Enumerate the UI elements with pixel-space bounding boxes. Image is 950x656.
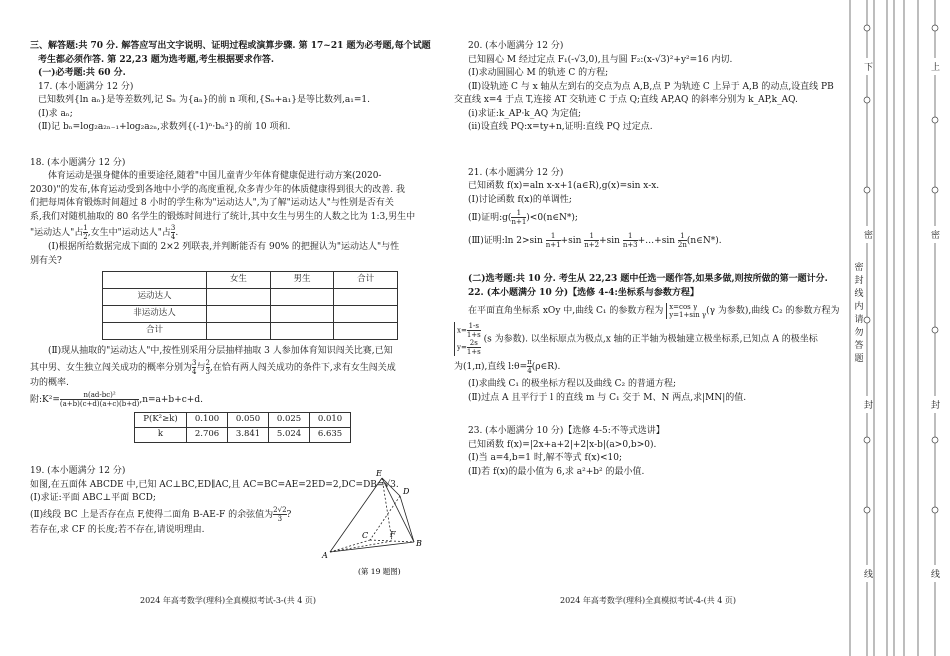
table-row <box>135 428 351 443</box>
table-cell: P(K²≥k) <box>135 413 187 428</box>
table-cell <box>207 323 271 340</box>
binding-mark: 下 <box>864 58 873 75</box>
q22-c2 <box>454 322 840 356</box>
q18-part2-b3: ,在恰有两人闯关成功的条件下,求有女生闯关成 <box>209 362 396 373</box>
vertex-label-f: F <box>390 530 396 539</box>
binding-hole <box>864 187 870 193</box>
q23-header: 23. (本小题满分 10 分)【选修 4-5:不等式选讲】 <box>468 426 665 436</box>
frac-num: 2√2 <box>273 505 287 514</box>
table-cell: 0.025 <box>269 413 310 428</box>
fraction <box>273 506 286 523</box>
table-cell: 运动达人 <box>103 289 207 306</box>
frac-den: 3 <box>205 367 210 376</box>
frac-den: 3 <box>277 514 283 523</box>
table-cell: 0.010 <box>310 413 351 428</box>
q18-part2-b2: 与 <box>196 362 206 373</box>
frac-num: 1 <box>83 224 88 232</box>
pentahedron-diagram <box>312 466 430 578</box>
fraction <box>511 209 526 226</box>
table-cell <box>207 289 271 306</box>
vertex-label-a: A <box>322 551 328 560</box>
q18-header: 18. (本小题满分 12 分) <box>30 157 126 168</box>
binding-mark: 密 <box>931 226 940 243</box>
frac-num: 2s <box>467 339 481 348</box>
edge <box>370 540 414 542</box>
table-cell <box>270 289 334 306</box>
q19-figure <box>312 466 430 578</box>
table-cell: 女生 <box>207 272 271 289</box>
table-cell: 合计 <box>103 323 207 340</box>
fraction <box>678 232 687 249</box>
q18-p1: 体育运动是强身健体的重要途径,随着"中国儿童青少年体育健康促进行动方案(2020- <box>48 171 382 181</box>
param-y: y= $\frac{2s}{1+s}$ <box>457 339 481 356</box>
q18-part2-cont <box>30 359 450 377</box>
binding-hole <box>932 507 938 513</box>
q23-stem: 已知函数 f(x)=|2x+a+2|+2|x-b|(a>0,b>0). <box>468 439 657 450</box>
param-y: y=1+sin γ <box>669 310 707 319</box>
frac-den: n+3 <box>622 241 638 249</box>
edge <box>382 478 400 496</box>
q18-p5-a: "运动达人"占 <box>30 228 84 238</box>
section3-title-cont: 考生都必须作答. 第 22,23 题为选考题,考生根据要求作答. <box>38 54 274 65</box>
frac-den: 2n <box>677 241 687 249</box>
series-sep: (n∈N*). <box>686 236 722 246</box>
q20-part1: (Ⅰ)求动圆圆心 M 的轨迹 C 的方程; <box>468 68 609 78</box>
q18-part2: (Ⅱ)现从抽取的"运动达人"中,按性别采用分层抽样抽取 3 人参加体育知识闯关比赛,已知 <box>48 346 393 356</box>
vertex-label-e: E <box>376 469 382 478</box>
q21-stem: 已知函数 f(x)=aln x-x+1(a∈R),g(x)=sin x-x. <box>468 181 660 191</box>
fraction <box>467 339 481 356</box>
q20-sub1: (ⅰ)求证:k_AP·k_AQ 为定值; <box>468 108 582 119</box>
q21-part2-a: (Ⅱ)证明:g( <box>468 213 512 223</box>
q17-part1: (Ⅰ)求 aₙ; <box>38 108 73 119</box>
frac-den: 2 <box>83 233 88 241</box>
q22-part2: (Ⅱ)过点 A 且平行于 l 的直线 m 与 C₁ 交于 M、N 两点,求|MN|的值. <box>468 392 747 403</box>
left-page <box>30 40 450 537</box>
q23-part2: (Ⅱ)若 f(x)的最小值为 6,求 a²+b² 的最小值. <box>468 466 645 477</box>
frac-den: n+1 <box>545 241 561 249</box>
param-system-c1 <box>666 303 706 319</box>
q18-part2-end: 功的概率. <box>30 377 69 388</box>
q19-header: 19. (本小题满分 12 分) <box>30 466 126 476</box>
binding-hole <box>932 437 938 443</box>
table-cell: 3.841 <box>228 428 269 443</box>
q21-part1: (Ⅰ)讨论函数 f(x)的单调性; <box>468 194 572 205</box>
binding-mark: 密 <box>864 226 873 243</box>
table-row <box>135 413 351 428</box>
frac-num: 3 <box>192 358 197 367</box>
q23-part1: (Ⅰ)当 a=4,b=1 时,解不等式 f(x)<10; <box>468 453 622 463</box>
frac-num: n(ad-bc)² <box>60 391 139 400</box>
table-cell <box>334 323 398 340</box>
frac-num: 1 <box>511 209 526 218</box>
q18-p2: 2030)"的发布,体育运动受到各地中小学的高度重视,众多青少年的体质健康得到很大的改善. 我 <box>30 184 406 195</box>
frac-num: 1 <box>546 232 561 241</box>
q22-line <box>454 356 840 378</box>
table-row <box>103 289 398 306</box>
edge <box>330 542 414 552</box>
binding-hole <box>932 327 938 333</box>
edge <box>330 478 382 552</box>
binding-hole <box>932 25 938 31</box>
q20-part2-cont: 交直线 x=4 于点 T,连接 AT 交轨迹 C 于点 Q;直线 AP,AQ 的斜率分别为 k_AP,k_AQ. <box>454 95 798 105</box>
binding-mark: 上 <box>931 58 940 75</box>
q22-stem-c: (s 为参数). 以坐标原点为极点,x 轴的正半轴为极轴建立极坐标系,已知点 A 的极坐标 <box>483 334 818 345</box>
table-cell: 0.050 <box>228 413 269 428</box>
formula-tail: ,n=a+b+c+d. <box>139 395 203 405</box>
table-cell: 男生 <box>270 272 334 289</box>
critical-value-table <box>134 412 351 443</box>
param-x: x= $\frac{1-s}{1+s}$ <box>457 322 481 339</box>
binding-hole <box>864 507 870 513</box>
right-page <box>454 40 840 479</box>
q21-part2 <box>468 207 840 229</box>
table-cell: 非运动达人 <box>103 306 207 323</box>
vertex-label-b: B <box>416 539 422 548</box>
q20-part2: (Ⅱ)设轨迹 C 与 x 轴从左到右的交点为点 A,B,点 P 为轨迹 C 上异于 A,B 的动点,设直线 PB <box>468 81 834 92</box>
series-sep: +sin <box>599 236 620 246</box>
binding-hole <box>864 25 870 31</box>
binding-mark: 封 <box>864 396 873 413</box>
q19-part2-a: (Ⅱ)线段 BC 上是否存在点 F,使得二面角 B-AE-F 的余弦值为 <box>30 509 274 520</box>
frac-den: 1+s <box>466 348 481 356</box>
q22-stem-b: (γ 为参数),曲线 C₂ 的参数方程为 <box>706 306 840 316</box>
table-cell: 6.635 <box>310 428 351 443</box>
q18-p5 <box>30 224 450 241</box>
q17-stem: 已知数列{ln aₙ}是等差数列,记 Sₙ 为{aₙ}的前 n 项和,{Sₙ+a₁}是等比数列,a₁=1. <box>38 95 370 105</box>
table-cell <box>334 306 398 323</box>
q18-p5-c: . <box>175 228 179 238</box>
table-cell <box>207 306 271 323</box>
q19-part2-cont: 若存在,求 CF 的长度;若不存在,请说明理由. <box>30 524 205 535</box>
fraction <box>467 322 481 339</box>
table-cell <box>270 306 334 323</box>
series-sep: +…+sin <box>637 236 676 246</box>
q18-p3: 们把每周体育锻炼时间超过 8 小时的学生称为"运动达人",为了解"运动达人"与性别是否有关 <box>30 198 394 208</box>
frac-den: n+2 <box>584 241 600 249</box>
q22-stem-d-a: 为(1,π),直线 l:θ= <box>454 362 528 372</box>
footer-right: 2024 年高考数学(理科)全真模拟考试-4-(共 4 页) <box>560 596 737 605</box>
table-cell <box>334 289 398 306</box>
q22-stem-d-b: (ρ∈R). <box>531 362 561 372</box>
formula-label: 附:K²= <box>30 395 60 405</box>
frac-num: 1 <box>623 232 638 241</box>
table-cell <box>103 272 207 289</box>
q18-formula <box>30 390 450 410</box>
footer-left: 2024 年高考数学(理科)全真模拟考试-3-(共 4 页) <box>140 596 317 605</box>
q21-part2-b: )<0(n∈N*); <box>526 213 578 223</box>
contingency-table <box>102 271 398 340</box>
fraction <box>584 232 599 249</box>
table-cell: 0.100 <box>187 413 228 428</box>
fraction <box>546 232 561 249</box>
frac-num: 2 <box>205 358 210 367</box>
section3-title: 三、解答题:共 70 分. 解答应写出文字说明、证明过程或演算步骤. 第 17~21 题为必考题,每个试题 <box>30 41 431 51</box>
param-system-c2 <box>454 322 481 356</box>
table-cell <box>270 323 334 340</box>
q20-header: 20. (本小题满分 12 分) <box>468 41 564 51</box>
frac-num: 1-s <box>468 322 479 330</box>
edge <box>330 540 370 552</box>
frac-num: 1 <box>678 232 687 241</box>
table-cell: 2.706 <box>187 428 228 443</box>
frac-num: 1 <box>584 232 599 241</box>
required-title: (一)必考题:共 60 分. <box>38 68 126 78</box>
fraction <box>623 232 638 249</box>
table-row <box>103 323 398 340</box>
q19-part1: (Ⅰ)求证:平面 ABC⊥平面 BCD; <box>30 493 156 503</box>
binding-mark: 线 <box>864 565 873 582</box>
q19-part2-b: ? <box>286 509 292 520</box>
q18-part1: (Ⅰ)根据所给数据完成下面的 2×2 列联表,并判断能否有 90% 的把握认为"运动达人"与性 <box>48 242 400 252</box>
vertex-label-d: D <box>403 487 410 496</box>
q22-header: 22. (本小题满分 10 分)【选修 4-4:坐标系与参数方程】 <box>468 287 699 298</box>
table-cell: 5.024 <box>269 428 310 443</box>
table-cell: 合计 <box>334 272 398 289</box>
binding-mark: 封 <box>931 396 940 413</box>
q17-part2: (Ⅱ)记 bₙ=log₂a₂ₙ₋₁+log₂a₂ₙ,求数列{(-1)ⁿ·bₙ²}的前 10 项和. <box>38 122 291 132</box>
frac-num: π <box>527 358 532 366</box>
vertex-label-c: C <box>362 531 369 540</box>
q20-stem: 已知圆心 M 经过定点 F₁(-√3,0),且与圆 F₂:(x-√3)²+y²=16 内切. <box>468 54 733 65</box>
frac-den: 1+s <box>466 331 481 339</box>
q18-p4: 系,我们对随机抽取的 80 名学生的锻炼时间进行了统计,其中女生与男生的人数之比为 1:3,男生中 <box>30 211 416 222</box>
table-row <box>103 306 398 323</box>
frac-den: (a+b)(c+d)(a+c)(b+d) <box>59 400 140 408</box>
optional-title: (二)选考题:共 10 分. 考生从 22,23 题中任选一题作答,如果多做,则按所做的第一题计分. <box>468 274 828 284</box>
frac-den: 4 <box>192 367 197 376</box>
q21-part3-a: (Ⅲ)证明:ln 2>sin <box>468 236 543 246</box>
formula-fraction <box>60 391 139 408</box>
frac-den: 4 <box>170 233 176 241</box>
binding-hole <box>864 437 870 443</box>
q22-stem-a: 在平面直角坐标系 xOy 中,曲线 C₁ 的参数方程为 <box>468 306 664 316</box>
table-cell: k <box>135 428 187 443</box>
q20-sub2: (ⅱ)设直线 PQ:x=ty+n,证明:直线 PQ 过定点. <box>468 122 653 132</box>
q21-header: 21. (本小题满分 12 分) <box>468 167 564 178</box>
q19-stem: 如图,在五面体 ABCDE 中,已知 AC⊥BC,ED∥AC,且 AC=BC=AE=2ED=2,DC=DB=√3. <box>30 479 399 490</box>
param-x: x=cos γ <box>669 302 698 311</box>
binding-hole <box>864 97 870 103</box>
q21-part3 <box>468 229 840 253</box>
frac-num: 3 <box>170 224 176 232</box>
binding-mark: 线 <box>931 565 940 582</box>
frac-den: n+1 <box>511 218 527 226</box>
q18-p5-b: ,女生中"运动达人"占 <box>87 228 171 238</box>
q18-part1-cont: 别有关? <box>30 255 62 266</box>
binding-hole <box>932 187 938 193</box>
q18-part2-b1: 其中男、女生独立闯关成功的概率分别为 <box>30 362 193 373</box>
q22-stem <box>468 300 840 322</box>
binding-hole <box>932 117 938 123</box>
q17-header: 17. (本小题满分 12 分) <box>38 81 134 92</box>
table-header-row <box>103 272 398 289</box>
q22-part1: (Ⅰ)求曲线 C₁ 的极坐标方程以及曲线 C₂ 的普通方程; <box>468 379 677 389</box>
series-sep: +sin <box>560 236 582 246</box>
binding-notice: 密封线内请勿答题 <box>854 263 864 364</box>
frac-den: 4 <box>527 367 532 375</box>
figure-caption: (第 19 题图) <box>358 567 401 576</box>
